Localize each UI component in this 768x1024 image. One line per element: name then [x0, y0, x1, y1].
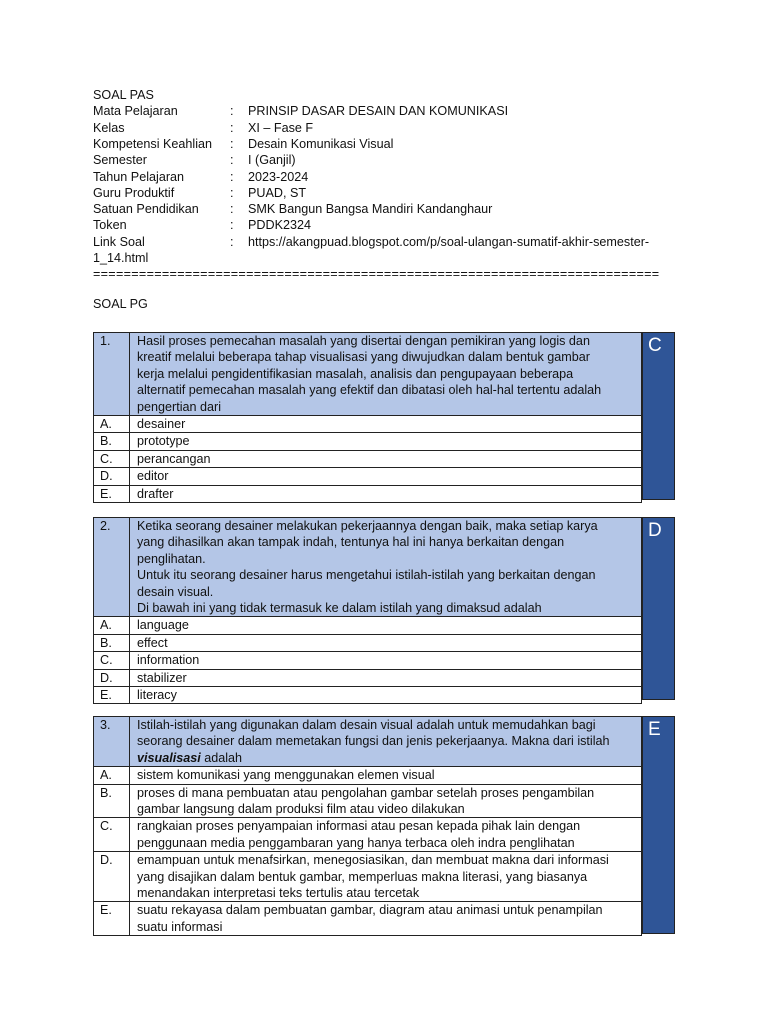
option-letter: C. — [94, 818, 130, 852]
document-header — [93, 87, 683, 312]
meta-row-teacher — [93, 185, 683, 201]
option-row — [94, 669, 642, 686]
question-stem — [130, 333, 642, 416]
meta-colon: : — [230, 153, 234, 168]
option-row — [94, 767, 642, 784]
question-2 — [93, 517, 675, 703]
stem-line: alternatif pemecahan masalah yang efektif dan dibatasi oleh hal-hal tertentu adalah — [137, 383, 602, 398]
link-soal-url[interactable]: https://akangpuad.blogspot.com/p/soal-ulangan-sumatif-akhir-semester- — [248, 234, 650, 249]
option-row — [94, 784, 642, 818]
option-line: rangkaian proses penyampaian informasi atau pesan kepada pihak lain dengan — [137, 819, 581, 834]
question-stem-row — [94, 518, 642, 617]
question-table — [93, 332, 642, 503]
stem-tail: adalah — [200, 750, 243, 765]
option-line: emampuan untuk menafsirkan, menegosiasikan, dan membuat makna dari informasi — [137, 853, 609, 868]
option-text: prototype — [130, 433, 642, 450]
meta-label: Link Soal — [93, 234, 145, 249]
link-soal-url-continued[interactable]: 1_14.html — [93, 251, 149, 266]
meta-label: Tahun Pelajaran — [93, 169, 185, 184]
option-line: gambar langsung dalam produksi film atau video dilakukan — [137, 802, 465, 817]
option-row — [94, 634, 642, 651]
stem-line: Ketika seorang desainer melakukan pekerjaannya dengan baik, maka setiap karya — [137, 519, 598, 533]
option-letter: D. — [94, 852, 130, 902]
meta-value: PUAD, ST — [248, 185, 307, 200]
meta-label: Kelas — [93, 120, 125, 135]
meta-row-school — [93, 201, 683, 217]
option-text — [130, 902, 642, 936]
option-letter: E. — [94, 485, 130, 502]
meta-label: Semester — [93, 153, 147, 168]
answer-key-box: E — [642, 716, 675, 934]
option-text: drafter — [130, 485, 642, 502]
meta-value: SMK Bangun Bangsa Mandiri Kandanghaur — [248, 202, 493, 217]
option-line: suatu rekayasa dalam pembuatan gambar, diagram atau animasi untuk penampilan — [137, 903, 603, 918]
option-letter: A. — [94, 416, 130, 433]
option-text: language — [130, 617, 642, 634]
question-number: 1. — [94, 333, 130, 416]
stem-line: Istilah-istilah yang digunakan dalam desain visual adalah untuk memudahkan bagi — [137, 718, 596, 732]
option-line: proses di mana pembuatan atau pengolahan gambar setelah proses pengambilan — [137, 785, 595, 800]
option-letter: C. — [94, 450, 130, 467]
stem-line: yang dihasilkan akan tampak indah, tentunya hal ini hanya berkaitan dengan — [137, 535, 565, 550]
meta-colon: : — [230, 234, 234, 249]
option-line: menandakan interpretasi teks tertulis atau tercetak — [137, 886, 420, 901]
stem-line: kreatif melalui beberapa tahap visualisasi yang diwujudkan dalam bentuk gambar — [137, 350, 590, 365]
meta-colon: : — [230, 185, 234, 200]
question-number: 2. — [94, 518, 130, 617]
stem-line: kerja melalui pengidentifikasian masalah, analisis dan pengupayaan beberapa — [137, 366, 574, 381]
question-stem — [130, 518, 642, 617]
answer-key-box: C — [642, 332, 675, 500]
meta-row-competency — [93, 136, 683, 152]
option-letter: A. — [94, 767, 130, 784]
meta-colon: : — [230, 104, 234, 119]
meta-row-class — [93, 120, 683, 136]
stem-line: seorang desainer dalam memetakan fungsi dan jenis pekerjaanya. Makna dari istilah — [137, 734, 610, 749]
option-text: perancangan — [130, 450, 642, 467]
option-letter: B. — [94, 634, 130, 651]
stem-line: Hasil proses pemecahan masalah yang disertai dengan pemikiran yang logis dan — [137, 334, 590, 348]
option-letter: E. — [94, 902, 130, 936]
stem-line: desain visual. — [137, 584, 214, 599]
option-line: penggunaan media penggambaran yang hanya terbaca oleh indra penglihatan — [137, 835, 575, 850]
option-row — [94, 852, 642, 902]
stem-line-final — [137, 750, 635, 766]
question-3 — [93, 716, 675, 934]
option-letter: C. — [94, 652, 130, 669]
question-1 — [93, 332, 675, 500]
option-letter: A. — [94, 617, 130, 634]
emphasized-term: visualisasi — [137, 750, 201, 765]
option-letter: B. — [94, 433, 130, 450]
option-letter: E. — [94, 687, 130, 704]
option-row — [94, 485, 642, 502]
option-letter: D. — [94, 468, 130, 485]
option-text: editor — [130, 468, 642, 485]
option-letter: D. — [94, 669, 130, 686]
question-stem-row — [94, 717, 642, 767]
section-title: SOAL PG — [93, 297, 148, 312]
meta-row-token — [93, 217, 683, 233]
option-row — [94, 416, 642, 433]
option-row — [94, 433, 642, 450]
option-line: yang disajikan dalam bentuk gambar, memperluas makna literasi, yang biasanya — [137, 869, 588, 884]
stem-line: Di bawah ini yang tidak termasuk ke dalam istilah yang dimaksud adalah — [137, 601, 542, 616]
stem-line: penglihatan. — [137, 551, 206, 566]
option-text: effect — [130, 634, 642, 651]
option-text: information — [130, 652, 642, 669]
option-letter: B. — [94, 784, 130, 818]
option-row — [94, 617, 642, 634]
option-text: stabilizer — [130, 669, 642, 686]
question-stem — [130, 717, 642, 767]
option-row — [94, 468, 642, 485]
meta-value: Desain Komunikasi Visual — [248, 136, 394, 151]
answer-key-box: D — [642, 517, 675, 700]
option-row — [94, 902, 642, 936]
option-text: desainer — [130, 416, 642, 433]
meta-row-semester — [93, 152, 683, 168]
question-number: 3. — [94, 717, 130, 767]
meta-value: PRINSIP DASAR DESAIN DAN KOMUNIKASI — [248, 104, 509, 119]
option-row — [94, 450, 642, 467]
meta-colon: : — [230, 218, 234, 233]
option-text — [130, 784, 642, 818]
stem-line: pengertian dari — [137, 399, 222, 414]
meta-colon: : — [230, 136, 234, 151]
meta-label: Kompetensi Keahlian — [93, 136, 213, 151]
stem-line: Untuk itu seorang desainer harus mengetahui istilah-istilah yang berkaitan dengan — [137, 568, 596, 583]
option-line: suatu informasi — [137, 919, 223, 934]
separator-line: ========================================================================== — [93, 267, 660, 282]
question-table — [93, 517, 642, 704]
meta-value: PDDK2324 — [248, 218, 312, 233]
meta-row-subject — [93, 103, 683, 119]
meta-row-year — [93, 169, 683, 185]
question-table — [93, 716, 642, 936]
meta-value: XI – Fase F — [248, 120, 314, 135]
meta-value: 2023-2024 — [248, 169, 309, 184]
meta-row-link — [93, 234, 683, 250]
meta-label: Mata Pelajaran — [93, 104, 178, 119]
option-row — [94, 687, 642, 704]
meta-label: Token — [93, 218, 127, 233]
option-row — [94, 818, 642, 852]
meta-value: I (Ganjil) — [248, 153, 296, 168]
option-row — [94, 652, 642, 669]
option-text — [130, 767, 642, 784]
meta-colon: : — [230, 120, 234, 135]
option-text — [130, 818, 642, 852]
option-text: literacy — [130, 687, 642, 704]
meta-label: Satuan Pendidikan — [93, 202, 199, 217]
option-text — [130, 852, 642, 902]
question-stem-row — [94, 333, 642, 416]
meta-label: Guru Produktif — [93, 185, 175, 200]
document-title: SOAL PAS — [93, 88, 154, 102]
option-line: sistem komunikasi yang menggunakan elemen visual — [137, 768, 435, 783]
meta-colon: : — [230, 169, 234, 184]
meta-colon: : — [230, 202, 234, 217]
